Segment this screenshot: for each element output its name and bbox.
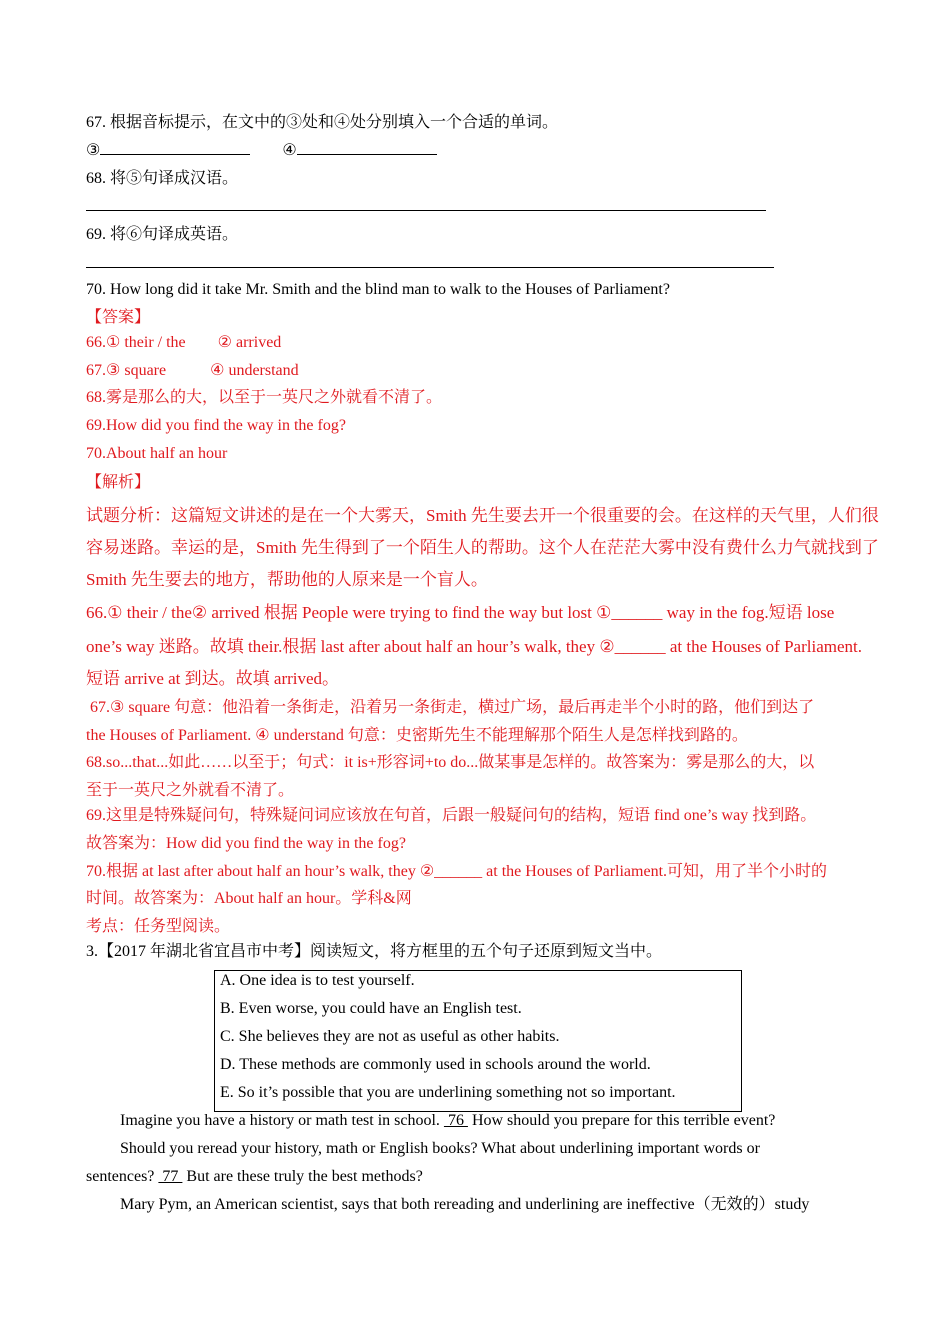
analysis-line: the Houses of Parliament. ④ understand 句意：史密斯先生不能理解那个陌生人是怎样找到路的。: [86, 727, 748, 744]
passage-paragraph-3: Mary Pym, an American scientist, says that both rereading and underlining are ineffective（无效的）study: [120, 1196, 810, 1213]
analysis-line: 试题分析：这篇短文讲述的是在一个大雾天，Smith 先生要去开一个很重要的会。在这样的天气里，人们很: [86, 506, 879, 525]
passage-text: sentences?: [86, 1168, 159, 1185]
section-3-title: 3.【2017 年湖北省宜昌市中考】阅读短文，将方框里的五个句子还原到短文当中。: [86, 943, 663, 960]
blank-3-line[interactable]: [100, 140, 250, 155]
question-70: 70. How long did it take Mr. Smith and the blind man to walk to the Houses of Parliament?: [86, 281, 670, 298]
answer-heading: 【答案】: [86, 309, 151, 326]
blank-4-label: ④: [282, 142, 297, 159]
analysis-line: 短语 arrive at 到达。故填 arrived。: [86, 669, 340, 688]
option-c: C. She believes they are not as useful as other habits.: [220, 1028, 560, 1045]
question-68: 68. 将⑤句译成汉语。: [86, 170, 239, 187]
analysis-line: 时间。故答案为：About half an hour。学科&网: [86, 890, 412, 907]
analysis-line: 容易迷路。幸运的是，Smith 先生得到了一个陌生人的帮助。这个人在茫茫大雾中没有费什么力气就找到了: [86, 538, 879, 557]
analysis-line: 故答案为：How did you find the way in the fog?: [86, 835, 406, 852]
answer-69: 69.How did you find the way in the fog?: [86, 417, 346, 434]
blank-77[interactable]: 77: [158, 1168, 183, 1185]
passage-paragraph-2-line-2: [86, 1166, 423, 1188]
answer-66: 66.① their / the ② arrived: [86, 334, 282, 351]
analysis-line: 70.根据 at last after about half an hour’s walk, they ②______ at the Houses of Parliament.可知，用了半个小时的: [86, 863, 828, 880]
analysis-line: 67.③ square 句意：他沿着一条街走，沿着另一条街走，横过广场，最后再走半个小时的路，他们到达了: [86, 699, 815, 716]
option-b: B. Even worse, you could have an English test.: [220, 1000, 522, 1017]
passage-text: Imagine you have a history or math test in school.: [120, 1112, 444, 1129]
analysis-line: 至于一英尺之外就看不清了。: [86, 782, 295, 799]
analysis-heading: 【解析】: [86, 474, 151, 491]
answer-68: 68.雾是那么的大，以至于一英尺之外就看不清了。: [86, 389, 443, 406]
options-box: [214, 970, 742, 1112]
analysis-line: 考点：任务型阅读。: [86, 918, 231, 935]
passage-paragraph-1: [120, 1110, 775, 1132]
analysis-line: 66.① their / the② arrived 根据 People were trying to find the way but lost ①______ way in the fog.短语 lose: [86, 603, 835, 622]
analysis-line: Smith 先生要去的地方，帮助他的人原来是一个盲人。: [86, 570, 488, 589]
option-d: D. These methods are commonly used in schools around the world.: [220, 1056, 651, 1073]
answer-line-69[interactable]: [86, 267, 774, 268]
question-69: 69. 将⑥句译成英语。: [86, 226, 239, 243]
blank-76[interactable]: 76: [443, 1112, 468, 1129]
answer-line-68[interactable]: [86, 210, 766, 211]
blank-4-line[interactable]: [297, 140, 437, 155]
answer-67: 67.③ square ④ understand: [86, 362, 299, 379]
answer-70: 70.About half an hour: [86, 445, 228, 462]
blank-3-label: ③: [86, 142, 101, 159]
passage-text: But are these truly the best methods?: [182, 1168, 423, 1185]
question-67: 67. 根据音标提示，在文中的③处和④处分别填入一个合适的单词。: [86, 114, 559, 131]
analysis-line: 69.这里是特殊疑问句，特殊疑问词应该放在句首，后跟一般疑问句的结构，短语 find one’s way 找到路。: [86, 807, 817, 824]
analysis-line: 68.so...that...如此……以至于；句式：it is+形容词+to do...做某事是怎样的。故答案为：雾是那么的大，以: [86, 754, 815, 771]
option-a: A. One idea is to test yourself.: [220, 972, 415, 989]
option-e: E. So it’s possible that you are underlining something not so important.: [220, 1084, 676, 1101]
analysis-line: one’s way 迷路。故填 their.根据 last after about half an hour’s walk, they ②______ at the Houses of Parliament.: [86, 637, 862, 656]
passage-text: How should you prepare for this terrible event?: [467, 1112, 776, 1129]
question-67-blanks: [86, 140, 437, 162]
passage-paragraph-2-line-1: Should you reread your history, math or English books? What about underlining important words or: [120, 1140, 760, 1157]
